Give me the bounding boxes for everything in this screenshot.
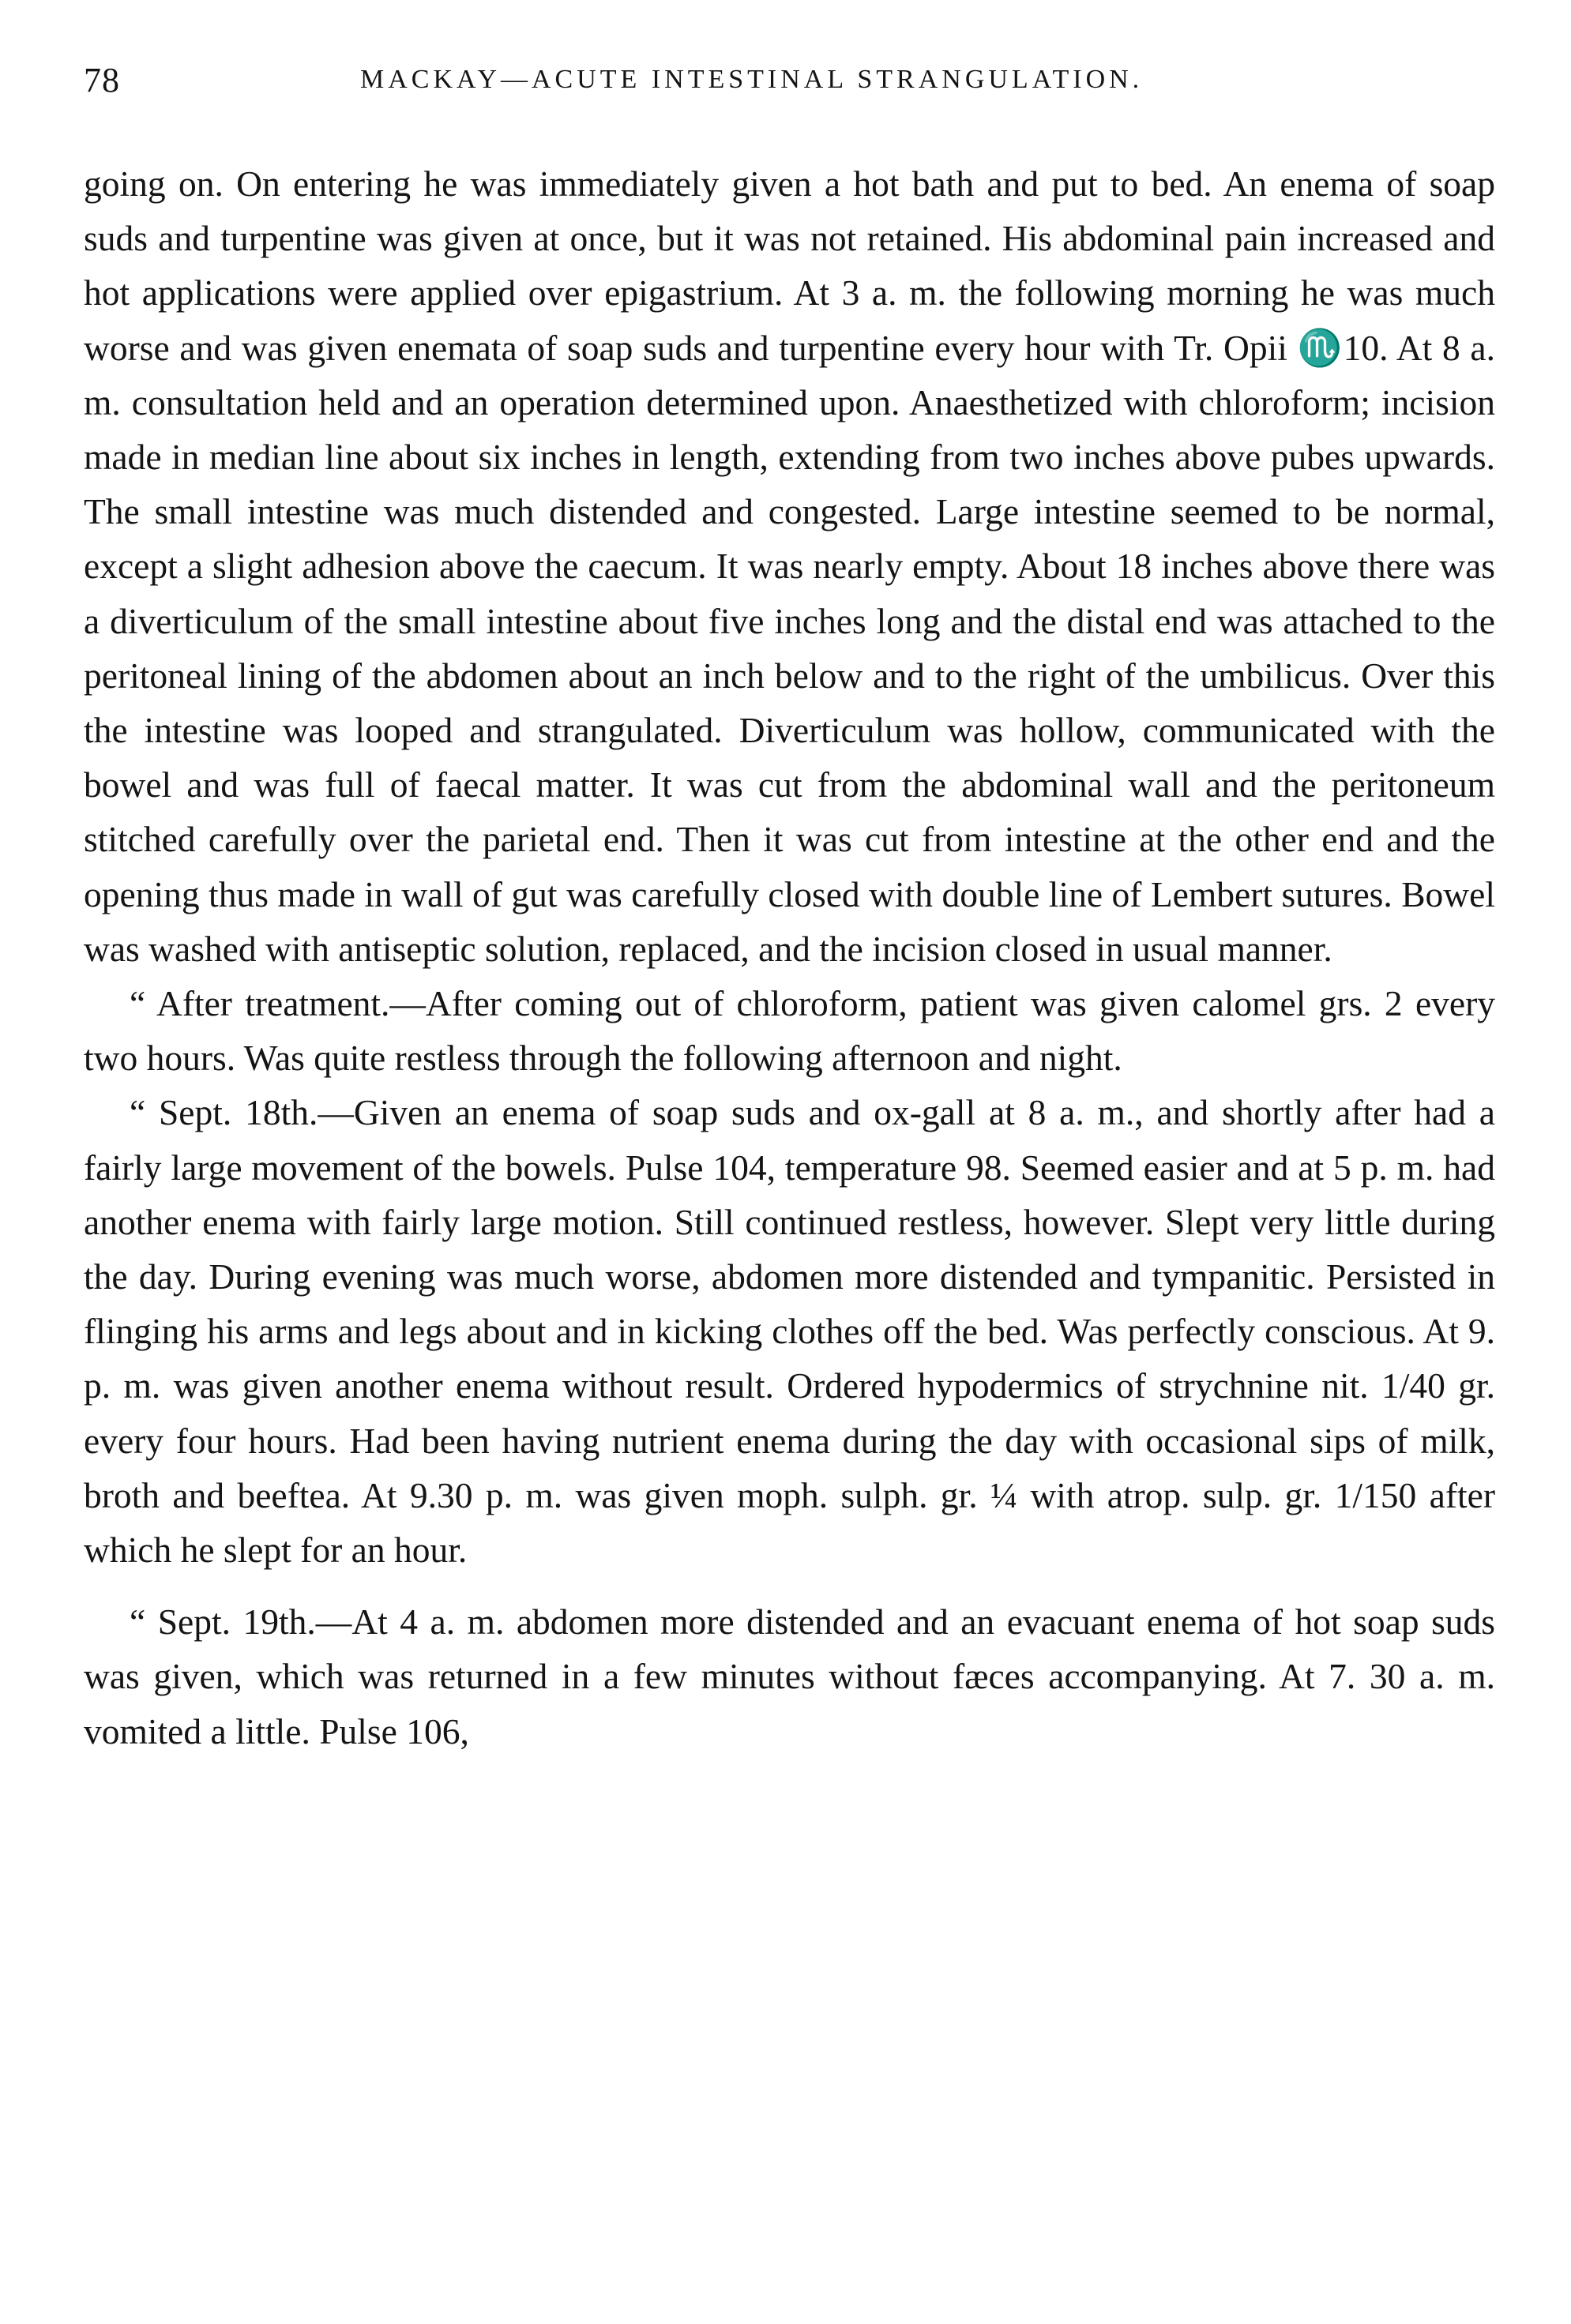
paragraph-after-treatment: “ After treatment.—After coming out of chloroform, patient was given calomel grs. 2 every two hours. Was quite restless through the following afternoon and night. <box>84 983 1495 1079</box>
page-number: 78 <box>84 61 120 99</box>
running-head <box>84 54 1495 125</box>
paragraph-sept-18: “ Sept. 18th.—Given an enema of soap suds and ox-gall at 8 a. m., and shortly after had a fairly large movement of the bowels. Pulse 104, temperature 98. Seemed easier and at 5 p. m. had another enema with fairly large motion. Still continued restless, however. Slept very little during the day. During evening was much worse, abdomen more distended and tympanitic. Persisted in flinging his arms and legs about and in kicking clothes off the bed. Was perfectly conscious. At 9. p. m. was given another enema without result. Ordered hypodermics of strychnine nit. 1/40 gr. every four hours. Had been having nutrient enema during the day with occasional sips of milk, broth and beeftea. At 9.30 p. m. was given moph. sulph. gr. ¼ with atrop. sulp. gr. 1/150 after which he slept for an hour. <box>84 1092 1495 1571</box>
paragraph-operation: going on. On entering he was immediately given a hot bath and put to bed. An enema of soap suds and turpentine was given at once, but it was not retained. His abdominal pain increased and hot applications were applied over epigastrium. At 3 a. m. the following morning he was much worse and was given enemata of soap suds and turpentine every hour with Tr. Opii ♏10. At 8 a. m. consultation held and an operation determined upon. Anaesthetized with chloroform; incision made in median line about six inches in length, extending from two inches above pubes upwards. The small intestine was much distended and congested. Large intestine seemed to be normal, except a slight adhesion above the caecum. It was nearly empty. About 18 inches above there was a diverticulum of the small intestine about five inches long and the distal end was attached to the peritoneal lining of the abdomen about an inch below and to the right of the umbilicus. Over this the intestine was looped and strangulated. Diverticulum was hollow, communicated with the bowel and was full of faecal matter. It was cut from the abdominal wall and the peritoneum stitched carefully over the parietal end. Then it was cut from intestine at the other end and the opening thus made in wall of gut was carefully closed with double line of Lembert sutures. Bowel was washed with antiseptic solution, replaced, and the incision closed in usual manner. <box>84 163 1495 969</box>
paragraph-sept-19: “ Sept. 19th.—At 4 a. m. abdomen more distended and an evacuant enema of hot soap suds was given, which was returned in a few minutes without fæces accompanying. At 7. 30 a. m. vomited a little. Pulse 106, <box>84 1601 1495 1751</box>
running-title: MACKAY—ACUTE INTESTINAL STRANGULATION. <box>360 65 1144 94</box>
body-text <box>84 156 1495 1759</box>
